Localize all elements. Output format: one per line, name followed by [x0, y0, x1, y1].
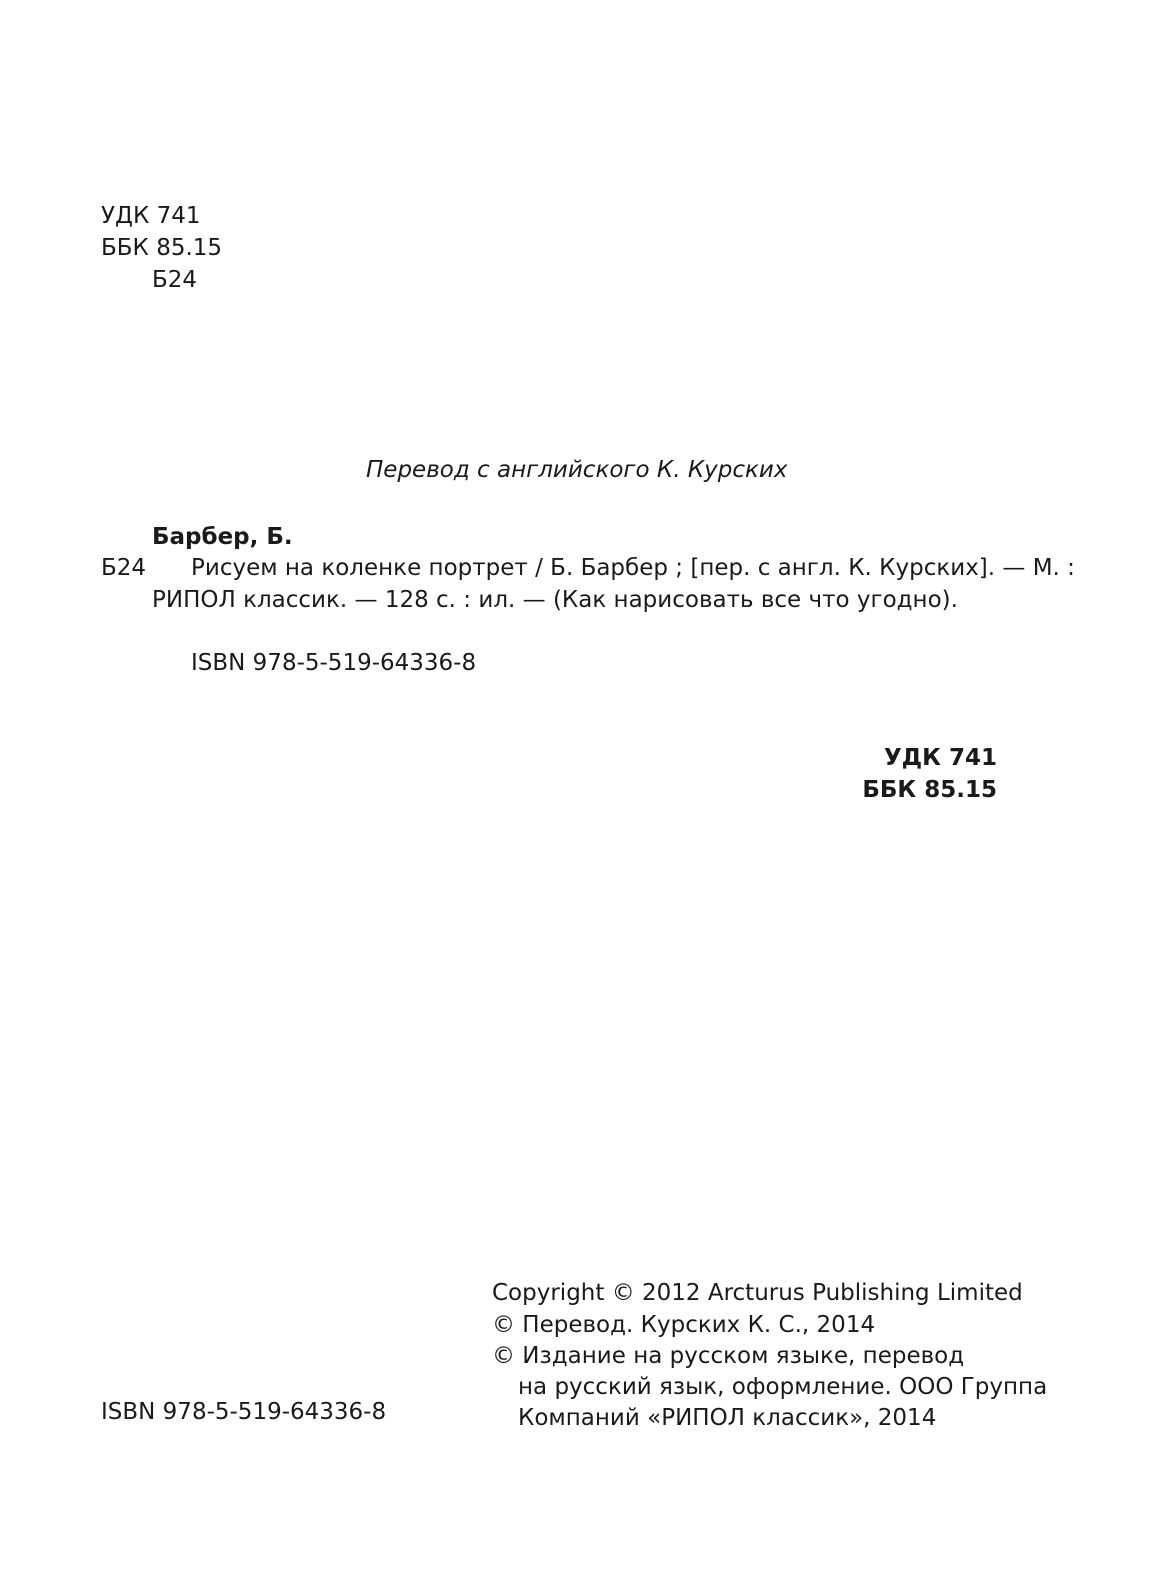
copyright-line: на русский язык, оформление. ООО Группа	[518, 1374, 1048, 1400]
record-author-mark: Б24	[101, 555, 147, 581]
copyright-line: Компаний «РИПОЛ классик», 2014	[518, 1405, 937, 1431]
record-description-line-1: Рисуем на коленке портрет / Б. Барбер ; [пер. с англ. К. Курских]. — М. :	[191, 555, 1075, 581]
udk-code: УДК 741	[101, 203, 201, 229]
copyright-line: © Перевод. Курских К. С., 2014	[492, 1312, 876, 1338]
record-isbn: ISBN 978-5-519-64336-8	[191, 650, 477, 676]
record-description-line-2: РИПОЛ классик. — 128 с. : ил. — (Как нарисовать все что угодно).	[152, 587, 958, 613]
author-mark: Б24	[152, 267, 198, 293]
copyright-line: © Издание на русском языке, перевод	[492, 1343, 965, 1369]
right-udk-code: УДК 741	[883, 745, 997, 771]
copyright-line: Copyright © 2012 Arcturus Publishing Limited	[492, 1280, 1023, 1306]
right-classification	[862, 742, 997, 806]
bottom-isbn: ISBN 978-5-519-64336-8	[101, 1399, 387, 1425]
right-bbk-code: ББК 85.15	[862, 777, 997, 803]
record-author: Барбер, Б.	[152, 524, 293, 550]
translator-note: Перевод с английского К. Курских	[366, 457, 788, 483]
bbk-code: ББК 85.15	[101, 235, 223, 261]
